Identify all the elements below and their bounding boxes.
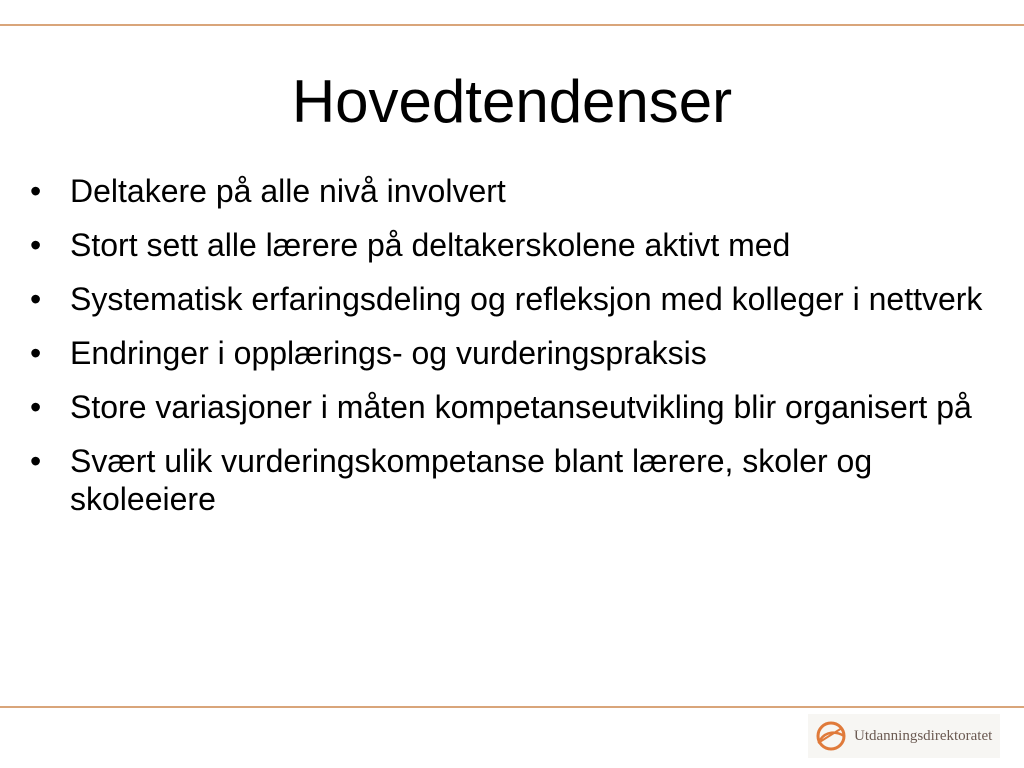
bullet-item	[30, 226, 990, 264]
bullet-item	[30, 334, 990, 372]
top-divider	[0, 24, 1024, 26]
bullet-text: Store variasjoner i måten kompetanseutvikling blir organisert på	[70, 389, 972, 425]
bullet-mark: •	[30, 389, 42, 425]
bullet-text: Stort sett alle lærere på deltakerskolene aktivt med	[70, 227, 791, 263]
slide-title: Hovedtendenser	[291, 68, 733, 135]
footer-logo	[808, 714, 1000, 758]
bullet-item	[30, 172, 990, 210]
bullet-mark: •	[30, 227, 42, 263]
bullet-mark: •	[30, 281, 42, 317]
bullet-item	[30, 442, 990, 518]
utdanningsdirektoratet-logo-icon	[814, 719, 848, 753]
bullet-item	[30, 388, 990, 426]
bullet-text: Deltakere på alle nivå involvert	[70, 173, 506, 209]
bottom-divider	[0, 706, 1024, 708]
bullet-mark: •	[30, 335, 42, 371]
bullet-mark: •	[30, 443, 42, 479]
bullet-mark: •	[30, 173, 42, 209]
bullet-list	[30, 172, 990, 534]
bullet-item	[30, 280, 990, 318]
bullet-text: Systematisk erfaringsdeling og refleksjon med kolleger i nettverk	[70, 281, 983, 317]
logo-text: Utdanningsdirektoratet	[854, 727, 993, 744]
bullet-text: Svært ulik vurderingskompetanse blant lærere, skoler og skoleeiere	[70, 443, 873, 517]
bullet-text: Endringer i opplærings- og vurderingspraksis	[70, 335, 707, 371]
